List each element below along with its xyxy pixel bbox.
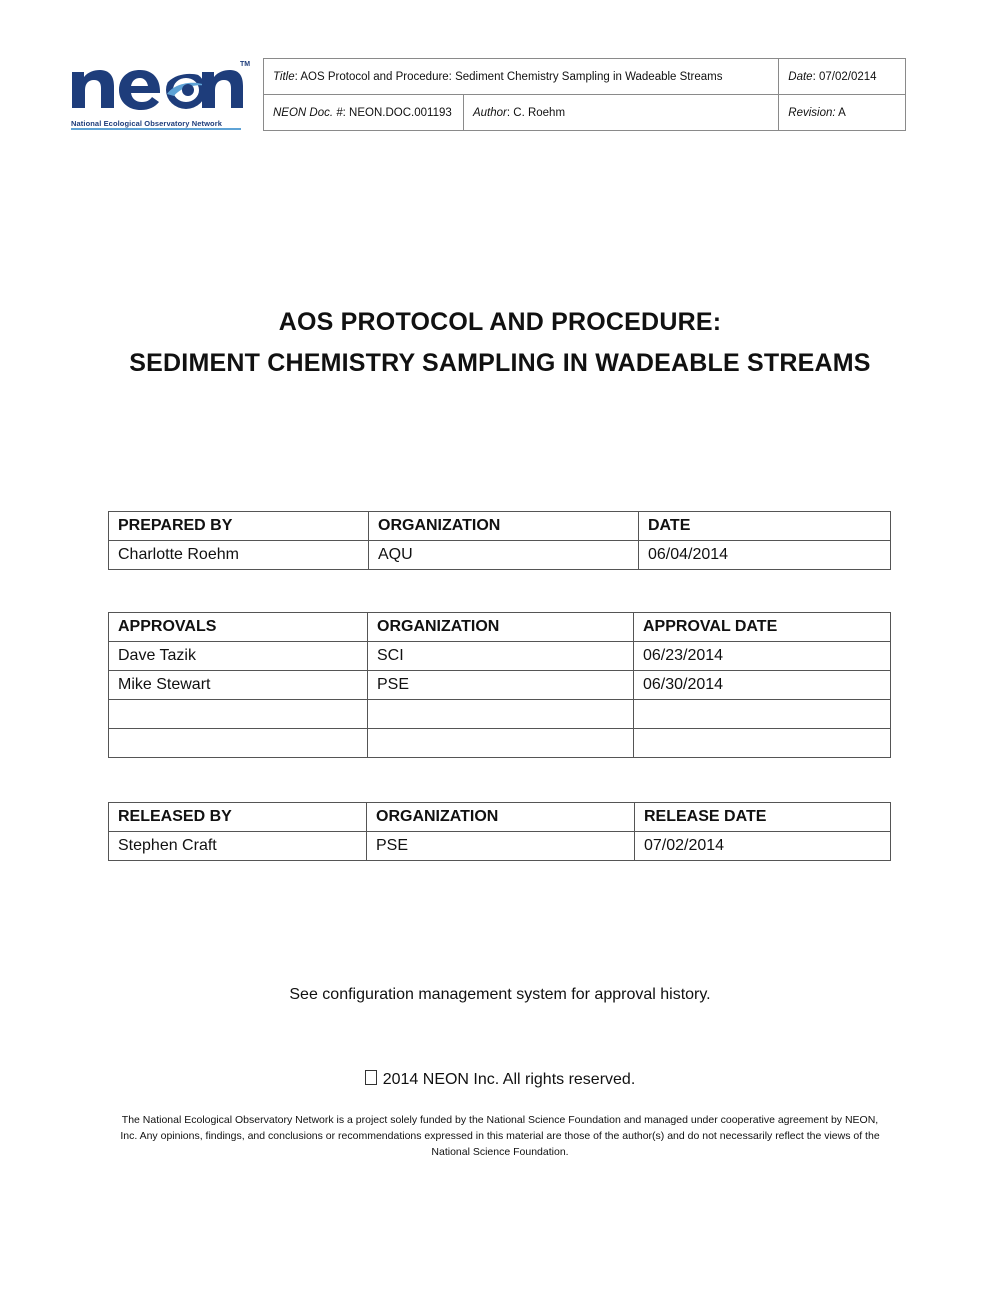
table-cell: 07/02/2014: [635, 832, 891, 861]
header-author-cell: Author: C. Roehm: [463, 95, 778, 131]
header-date-cell: Date: 07/02/0214: [779, 59, 906, 95]
table-cell: [109, 729, 368, 758]
table-cell: [634, 700, 891, 729]
table-header: ORGANIZATION: [369, 512, 639, 541]
table-cell: Charlotte Roehm: [109, 541, 369, 570]
table-cell: 06/30/2014: [634, 671, 891, 700]
table-row: [109, 541, 891, 570]
table-cell: AQU: [369, 541, 639, 570]
table-header: RELEASED BY: [109, 803, 367, 832]
table-header: APPROVALS: [109, 613, 368, 642]
copyright-text: 2014 NEON Inc. All rights reserved.: [382, 1071, 636, 1088]
table-row: [109, 832, 891, 861]
header-revision-cell: Revision: A: [779, 95, 906, 131]
table-cell: 06/23/2014: [634, 642, 891, 671]
table-row: [109, 700, 891, 729]
title-line-2: SEDIMENT CHEMISTRY SAMPLING IN WADEABLE STREAMS: [129, 349, 871, 377]
table-row: [109, 671, 891, 700]
funding-disclaimer: The National Ecological Observatory Network is a project solely funded by the National Science Foundation and managed under cooperative agreement by NEON, Inc. Any opinions, findings, and conclusions or recommendations expressed in this material are those of the author(s) and do not necessarily reflect the views of the National Science Foundation.: [120, 1114, 880, 1158]
table-header: DATE: [639, 512, 891, 541]
table-cell: PSE: [367, 832, 635, 861]
table-header: RELEASE DATE: [635, 803, 891, 832]
prepared-by-table: [108, 511, 891, 570]
table-cell: SCI: [368, 642, 634, 671]
table-cell: Stephen Craft: [109, 832, 367, 861]
table-row: [109, 642, 891, 671]
copyright-symbol-icon: [365, 1070, 377, 1085]
approval-history-note: See configuration management system for approval history.: [289, 986, 711, 1003]
logo-tagline: National Ecological Observatory Network: [71, 119, 223, 128]
header-doc-number-cell: NEON Doc. #: NEON.DOC.001193: [264, 95, 464, 131]
table-header: ORGANIZATION: [368, 613, 634, 642]
trademark-mark: TM: [240, 61, 251, 68]
table-header: APPROVAL DATE: [634, 613, 891, 642]
table-cell: [368, 700, 634, 729]
table-cell: Mike Stewart: [109, 671, 368, 700]
table-cell: PSE: [368, 671, 634, 700]
released-by-table: [108, 802, 891, 861]
copyright-line: [0, 1070, 1000, 1089]
logo-underline: [71, 128, 241, 130]
table-header: PREPARED BY: [109, 512, 369, 541]
table-cell: 06/04/2014: [639, 541, 891, 570]
table-cell: Dave Tazik: [109, 642, 368, 671]
table-cell: [368, 729, 634, 758]
table-cell: [109, 700, 368, 729]
document-header-table: [263, 58, 906, 131]
neon-wordmark-icon: [70, 60, 245, 118]
table-header: ORGANIZATION: [367, 803, 635, 832]
title-line-1: AOS PROTOCOL AND PROCEDURE:: [278, 308, 722, 336]
document-title: [0, 302, 1000, 384]
header-title-cell: Title: AOS Protocol and Procedure: Sediment Chemistry Sampling in Wadeable Streams: [264, 59, 779, 95]
approvals-table: [108, 612, 891, 758]
table-cell: [634, 729, 891, 758]
table-row: [109, 729, 891, 758]
